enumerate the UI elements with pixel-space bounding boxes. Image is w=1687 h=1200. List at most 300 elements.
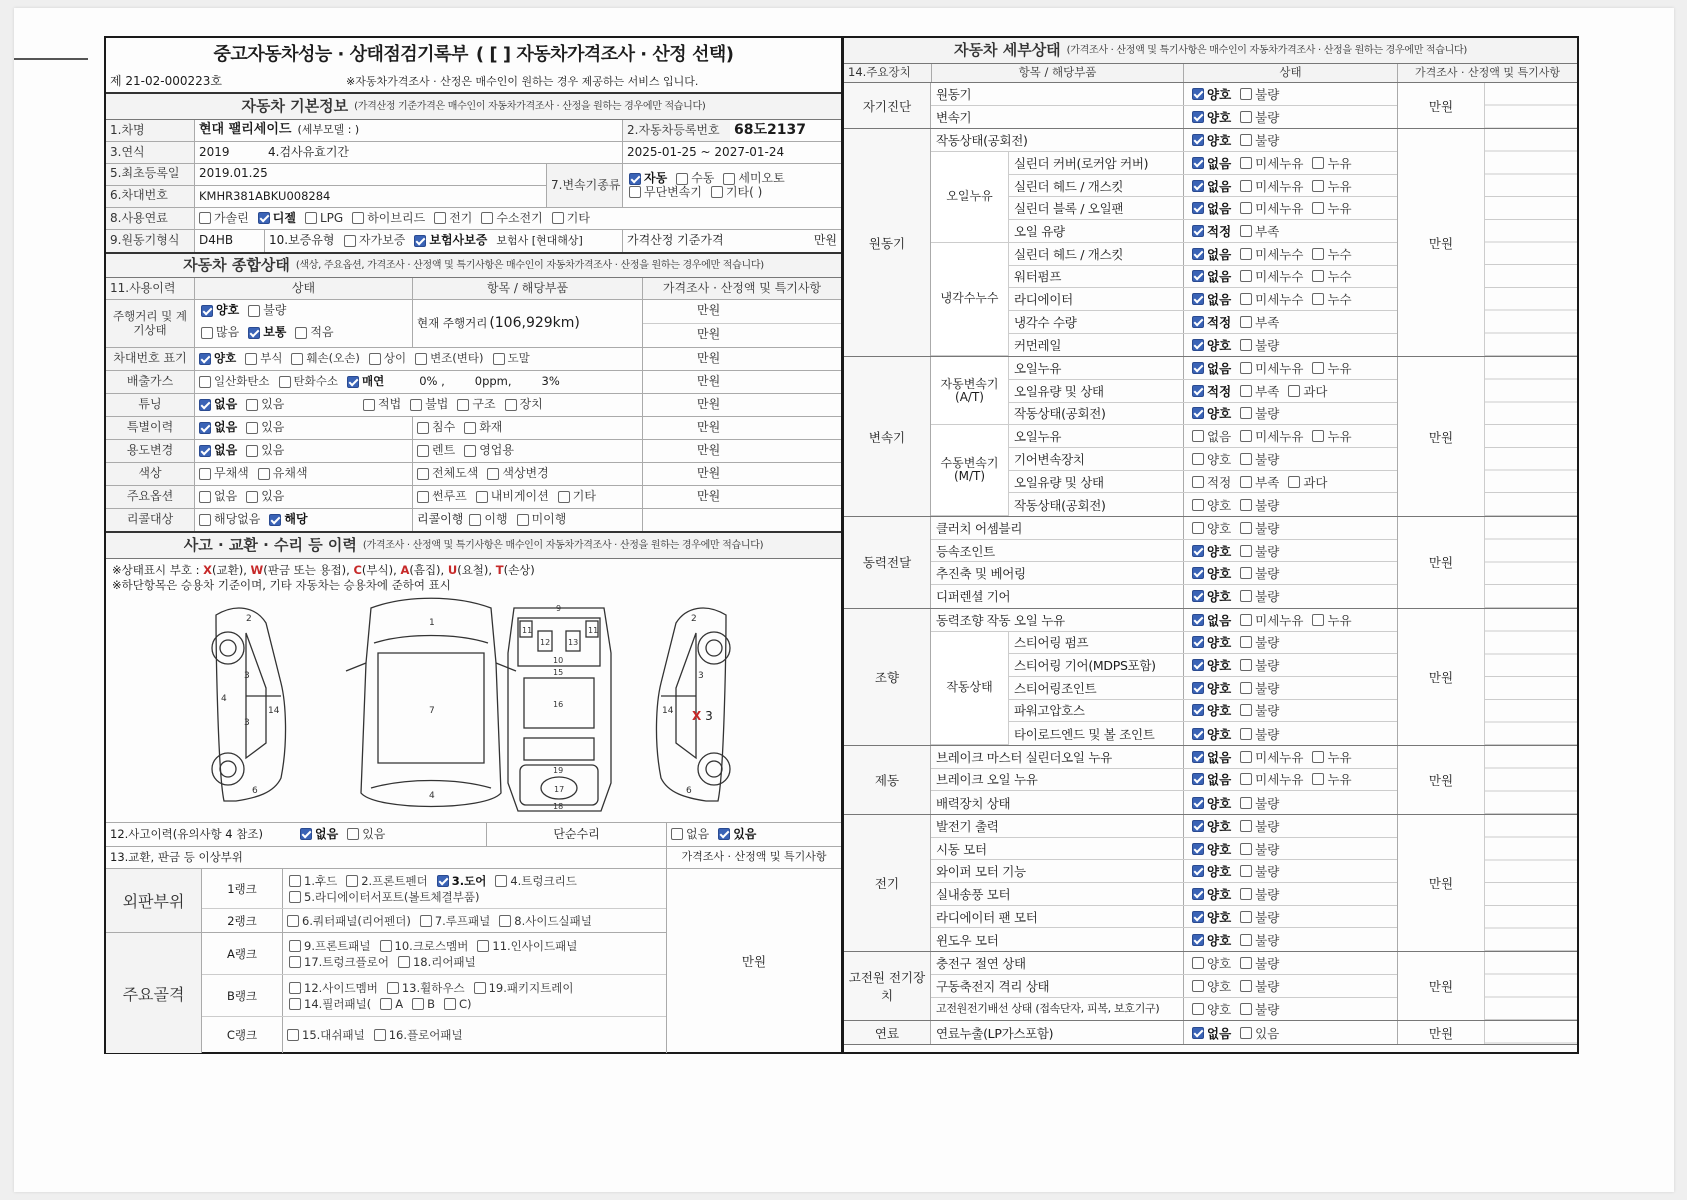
detail-item-label: 라디에이터 팬 모터 — [936, 909, 1038, 925]
detail-state-checkbox[interactable]: 불량 — [1240, 840, 1279, 858]
rankC-floor-panel[interactable]: 16.플로어패널 — [374, 1027, 463, 1043]
detail-price-cell — [1484, 952, 1577, 1020]
svg-text:4: 4 — [221, 694, 227, 704]
detail-row — [931, 562, 1397, 585]
detail-state-checkbox[interactable]: 양호 — [1192, 542, 1231, 560]
detail-state-checkbox[interactable]: 양호 — [1192, 656, 1231, 674]
rank1-label: 1랭크 — [227, 881, 257, 896]
detail-item-label: 스티어링 펌프 — [1014, 635, 1089, 651]
purpose-yes[interactable]: 있음 — [246, 444, 284, 458]
detail-state-checkbox[interactable]: 불량 — [1240, 519, 1279, 537]
color-chromatic[interactable]: 유채색 — [258, 467, 308, 481]
detail-state-checkbox[interactable]: 양호 — [1192, 336, 1231, 354]
detail-group — [844, 517, 1577, 609]
rank1-radiator-support[interactable]: 5.라디에이터서포트(볼트체결부품) — [289, 889, 479, 905]
special-none[interactable]: 없음 — [199, 421, 237, 435]
detail-group-name: 변속기 — [844, 357, 931, 516]
detail-row — [931, 769, 1397, 792]
detail-item-label: 클러치 어셈블리 — [936, 520, 1023, 536]
detail-state-checkbox[interactable]: 불량 — [1240, 862, 1279, 880]
year-row — [106, 142, 841, 164]
detail-state-checkbox[interactable]: 양호 — [1192, 131, 1231, 149]
frame-label: 주요골격 — [106, 933, 201, 1053]
detail-item-label: 오일누유 — [1014, 361, 1062, 377]
rankA-trunk-floor[interactable]: 17.트렁크플로어 — [289, 954, 389, 970]
engine-label: 9.원동기형식 — [106, 230, 194, 252]
detail-item-label: 작동상태(공회전) — [936, 133, 1028, 149]
rankB-package-tray[interactable]: 19.패키지트레이 — [474, 980, 574, 996]
detail-state-checkbox[interactable]: 불량 — [1240, 794, 1279, 812]
svg-text:13: 13 — [568, 638, 579, 647]
detail-colheads — [844, 64, 1577, 83]
color-row — [106, 463, 841, 486]
detail-state-checkbox[interactable]: 없음 — [1192, 1024, 1231, 1042]
recall-applicable[interactable]: 해당 — [269, 513, 307, 527]
basic-header — [106, 94, 841, 120]
emission-val-hc: 0ppm, — [474, 374, 512, 389]
detail-price-unit: 만원 — [1428, 235, 1454, 251]
emission-hc[interactable]: 탄화수소 — [279, 375, 338, 388]
doc-title-bracket: ( [ ] 자동차가격조사 · 산정 선택) — [475, 43, 734, 65]
rank2-side-sill[interactable]: 8.사이드실패널 — [499, 913, 592, 929]
detail-item-label: 추진축 및 베어링 — [936, 566, 1026, 582]
rankA-inside-panel[interactable]: 11.인사이드패널 — [477, 938, 577, 954]
vin-mark-altered[interactable]: 변조(변타) — [415, 352, 483, 365]
vin-mark-diff[interactable]: 상이 — [369, 352, 406, 365]
svg-text:16: 16 — [553, 700, 564, 709]
car-diagram — [106, 593, 841, 823]
rank1-front-fender[interactable]: 2.프론트펜더 — [346, 873, 428, 889]
vin-mark-label: 차대번호 표기 — [106, 348, 194, 370]
fuel-gasoline-checkbox[interactable]: 가솔린 — [199, 212, 249, 226]
tuning-device[interactable]: 장치 — [505, 398, 543, 412]
detail-item-label: 스티어링조인트 — [1014, 680, 1097, 696]
detail-row — [931, 1021, 1397, 1044]
rankB-pillar-a[interactable]: A — [380, 996, 403, 1012]
svg-text:11: 11 — [522, 626, 533, 635]
damage-mark-num: 3 — [705, 709, 713, 723]
mileage-low-checkbox[interactable]: 적음 — [295, 326, 333, 340]
rankB-pillar-c[interactable]: C) — [444, 996, 472, 1012]
detail-state-checkbox[interactable]: 누유 — [1312, 770, 1351, 788]
mileage-normal-checkbox[interactable]: 보통 — [248, 326, 286, 340]
simple-repair-yes[interactable]: 있음 — [718, 828, 756, 842]
col-price: 가격조사 · 산정액 및 특기사항 — [642, 278, 841, 299]
accident-header-title: 사고 · 교환 · 수리 등 이력 — [183, 535, 357, 554]
reg-trans-row — [106, 164, 841, 208]
rankB-pillar-panel[interactable]: 14.필러패널( — [289, 996, 371, 1012]
detail-state-checkbox[interactable]: 양호 — [1192, 862, 1231, 880]
special-fire[interactable]: 화재 — [464, 421, 502, 435]
detail-state-checkbox[interactable]: 양호 — [1192, 564, 1231, 582]
col-item: 항목 / 해당부품 — [412, 278, 642, 299]
detail-state-checkbox[interactable]: 불량 — [1240, 404, 1279, 422]
detail-state-checkbox[interactable]: 적정 — [1192, 222, 1231, 240]
detail-group — [844, 746, 1577, 815]
trans-cvt-checkbox[interactable]: 무단변속기 — [629, 186, 702, 200]
detail-row — [931, 106, 1397, 129]
detail-state-checkbox[interactable]: 과다 — [1288, 473, 1327, 491]
detail-subgroup: 작동상태 — [931, 632, 1009, 746]
option-yes[interactable]: 있음 — [246, 490, 284, 504]
detail-item-label: 기어변속장치 — [1014, 451, 1085, 467]
svg-text:6: 6 — [686, 786, 692, 796]
detail-state-checkbox[interactable]: 미세누수 — [1240, 267, 1303, 285]
detail-state-checkbox[interactable]: 과다 — [1288, 382, 1327, 400]
emission-label: 배출가스 — [106, 371, 194, 393]
detail-col-sys: 14.주요장치 — [848, 65, 911, 80]
detail-state-checkbox[interactable]: 양호 — [1192, 725, 1231, 743]
rank1-hood[interactable]: 1.후드 — [289, 873, 337, 889]
detail-state-checkbox[interactable]: 없음 — [1192, 748, 1231, 766]
simple-repair-none[interactable]: 없음 — [671, 828, 709, 842]
detail-price-unit: 만원 — [1428, 979, 1454, 995]
detail-state-checkbox[interactable]: 양호 — [1192, 633, 1231, 651]
detail-state-checkbox[interactable]: 양호 — [1192, 108, 1231, 126]
detail-group-name: 동력전달 — [844, 517, 931, 608]
recall-na[interactable]: 해당없음 — [199, 513, 260, 527]
detail-state-checkbox[interactable]: 불량 — [1240, 656, 1279, 674]
detail-state-checkbox[interactable]: 부족 — [1240, 473, 1279, 491]
accident-yes[interactable]: 있음 — [347, 828, 385, 842]
fuel-diesel-checkbox[interactable]: 디젤 — [258, 212, 296, 226]
detail-item-label: 등속조인트 — [936, 543, 995, 559]
detail-item-label: 타이로드엔드 및 볼 조인트 — [1014, 726, 1155, 742]
detail-item-label: 실린더 헤드 / 개스킷 — [1014, 246, 1124, 262]
mileage-text: 현재 주행거리 — [417, 315, 488, 330]
detail-state-checkbox[interactable]: 없음 — [1192, 154, 1231, 172]
detail-state-checkbox[interactable]: 미세누유 — [1240, 427, 1303, 445]
detail-state-checkbox[interactable]: 적정 — [1192, 313, 1231, 331]
detail-state-checkbox[interactable]: 양호 — [1192, 1000, 1231, 1018]
detail-state-checkbox[interactable]: 누유 — [1312, 177, 1351, 195]
diagram-area — [106, 559, 841, 823]
detail-state-checkbox[interactable]: 미세누수 — [1240, 245, 1303, 263]
detail-state-checkbox[interactable]: 불량 — [1240, 817, 1279, 835]
damage-mark — [692, 709, 713, 723]
detail-state-checkbox[interactable]: 양호 — [1192, 794, 1231, 812]
detail-state-checkbox[interactable]: 불량 — [1240, 496, 1279, 514]
accident-header — [106, 533, 841, 559]
detail-state-checkbox[interactable]: 미세누유 — [1240, 154, 1303, 172]
detail-item-label: 원동기 — [936, 86, 972, 102]
detail-state-checkbox[interactable]: 불량 — [1240, 1000, 1279, 1018]
detail-state-checkbox[interactable]: 양호 — [1192, 519, 1231, 537]
tuning-label: 튜닝 — [106, 394, 194, 416]
detail-item-label: 충전구 절연 상태 — [936, 955, 1026, 971]
car-underbody-view — [508, 604, 611, 811]
recall-not-done[interactable]: 미이행 — [517, 513, 567, 527]
detail-state-checkbox[interactable]: 적정 — [1192, 382, 1231, 400]
trans-other-checkbox[interactable]: 기타( ) — [711, 186, 762, 200]
legend-prefix: ※상태표시 부호 : — [112, 563, 200, 577]
rankA-rear-panel[interactable]: 18.리어패널 — [398, 954, 476, 970]
detail-state-checkbox[interactable]: 없음 — [1192, 199, 1231, 217]
fuel-lpg-checkbox[interactable]: LPG — [305, 212, 343, 226]
detail-state-checkbox[interactable]: 불량 — [1240, 725, 1279, 743]
special-yes[interactable]: 있음 — [246, 421, 284, 435]
detail-state-checkbox[interactable]: 양호 — [1192, 840, 1231, 858]
detail-state-checkbox[interactable]: 부족 — [1240, 382, 1279, 400]
detail-row — [931, 928, 1397, 951]
detail-state-checkbox[interactable]: 양호 — [1192, 85, 1231, 103]
detail-state-checkbox[interactable]: 양호 — [1192, 587, 1231, 605]
detail-state-checkbox[interactable]: 불량 — [1240, 977, 1279, 995]
overall-header-title: 자동차 종합상태 — [183, 255, 290, 274]
detail-item-label: 냉각수 수량 — [1014, 314, 1077, 330]
car-top-view — [346, 598, 516, 806]
svg-text:17: 17 — [554, 785, 565, 794]
detail-state-checkbox[interactable]: 누유 — [1312, 748, 1351, 766]
option-none[interactable]: 없음 — [199, 490, 237, 504]
tuning-yes[interactable]: 있음 — [246, 398, 284, 412]
warranty-insurer-name: 보험사 [현대해상] — [496, 233, 583, 247]
warranty-self-checkbox[interactable]: 자가보증 — [344, 234, 405, 248]
recall-row — [106, 509, 841, 533]
detail-item-label: 실린더 헤드 / 개스킷 — [1014, 178, 1124, 194]
detail-state-checkbox[interactable]: 미세누유 — [1240, 748, 1303, 766]
detail-header-note: (가격조사 · 산정액 및 특기사항은 매수인이 자동차가격조사 · 산정을 원하는 경우에만 적습니다) — [1066, 44, 1467, 56]
detail-item-label: 작동상태(공회전) — [1014, 497, 1106, 513]
option-navigation[interactable]: 내비게이션 — [476, 490, 549, 504]
mileage-good-checkbox[interactable]: 양호 — [201, 304, 239, 318]
detail-item-label: 와이퍼 모터 기능 — [936, 864, 1026, 880]
detail-item-label: 브레이크 마스터 실린더오일 누유 — [936, 749, 1112, 765]
detail-group — [844, 83, 1577, 129]
detail-state-checkbox[interactable]: 양호 — [1192, 701, 1231, 719]
svg-text:2: 2 — [246, 614, 252, 624]
detail-state-checkbox[interactable]: 누유 — [1312, 427, 1351, 445]
detail-state-checkbox[interactable]: 누수 — [1312, 245, 1351, 263]
color-full-paint[interactable]: 전체도색 — [417, 467, 478, 481]
detail-state-checkbox[interactable]: 양호 — [1192, 977, 1231, 995]
color-change[interactable]: 색상변경 — [487, 467, 548, 481]
detail-state-checkbox[interactable]: 양호 — [1192, 954, 1231, 972]
emission-row — [106, 371, 841, 394]
recall-done[interactable]: 이행 — [469, 513, 507, 527]
svg-text:7: 7 — [429, 706, 435, 716]
warranty-insurer-checkbox[interactable]: 보험사보증 — [414, 234, 487, 248]
detail-state-checkbox[interactable]: 없음 — [1192, 267, 1231, 285]
accident-none[interactable]: 없음 — [300, 828, 338, 842]
svg-text:14: 14 — [268, 706, 280, 716]
purpose-rent[interactable]: 렌트 — [417, 444, 455, 458]
detail-state-checkbox[interactable]: 없음 — [1192, 245, 1231, 263]
detail-state-checkbox[interactable]: 양호 — [1192, 817, 1231, 835]
vin-mark-good[interactable]: 양호 — [199, 352, 236, 365]
doc-number: 제 21-02-000223호 — [110, 74, 223, 89]
trans-semiauto-checkbox[interactable]: 세미오토 — [723, 172, 784, 186]
option-sunroof[interactable]: 썬루프 — [417, 490, 467, 504]
fuel-hydrogen-checkbox[interactable]: 수소전기 — [481, 212, 542, 226]
detail-state-checkbox[interactable]: 누유 — [1312, 359, 1351, 377]
detail-item-label: 동력조향 작동 오일 누유 — [936, 612, 1065, 628]
detail-state-checkbox[interactable]: 없음 — [1192, 359, 1231, 377]
detail-state-checkbox[interactable]: 누유 — [1312, 199, 1351, 217]
rankB-wheel-house[interactable]: 13.휠하우스 — [387, 980, 465, 996]
price-base-label: 가격산정 기준가격 — [622, 230, 772, 252]
detail-price-unit: 만원 — [1428, 772, 1454, 788]
detail-state-checkbox[interactable]: 양호 — [1192, 404, 1231, 422]
detail-item-label: 파워고압호스 — [1014, 703, 1085, 719]
rankA-front-panel[interactable]: 9.프론트패널 — [289, 938, 371, 954]
detail-state-checkbox[interactable]: 불량 — [1240, 679, 1279, 697]
rankA-cross-member[interactable]: 10.크로스멤버 — [380, 938, 469, 954]
detail-group — [844, 1021, 1577, 1045]
color-label: 색상 — [106, 463, 194, 485]
color-achromatic[interactable]: 무채색 — [199, 467, 249, 481]
detail-state-checkbox[interactable]: 누수 — [1312, 290, 1351, 308]
detail-state-checkbox[interactable]: 적정 — [1192, 473, 1231, 491]
detail-price-unit: 만원 — [1428, 1025, 1454, 1041]
detail-state-checkbox[interactable]: 불량 — [1240, 885, 1279, 903]
detail-col-price: 가격조사 · 산정액 및 특기사항 — [1397, 64, 1577, 82]
tuning-illegal[interactable]: 불법 — [410, 398, 448, 412]
mileage-bad-checkbox[interactable]: 불량 — [248, 304, 286, 318]
detail-state-checkbox[interactable]: 양호 — [1192, 450, 1231, 468]
detail-price-unit: 만원 — [1428, 876, 1454, 892]
fuel-label: 8.사용연료 — [106, 208, 194, 229]
purpose-business[interactable]: 영업용 — [464, 444, 514, 458]
emission-smoke[interactable]: 매연 — [347, 375, 384, 388]
trans-manual-checkbox[interactable]: 수동 — [676, 172, 714, 186]
emission-co[interactable]: 일산화탄소 — [199, 375, 270, 388]
option-other[interactable]: 기타 — [558, 490, 596, 504]
detail-body — [844, 83, 1577, 1045]
tuning-none[interactable]: 없음 — [199, 398, 237, 412]
detail-state-checkbox[interactable]: 없음 — [1192, 611, 1231, 629]
overall-header-note: (색상, 주요옵션, 가격조사 · 산정액 및 특기사항은 매수인이 자동차가격조사 · 산정을 원하는 경우에만 적습니다) — [295, 259, 764, 271]
detail-state-checkbox[interactable]: 없음 — [1192, 177, 1231, 195]
fuel-electric-checkbox[interactable]: 전기 — [434, 212, 472, 226]
detail-item-label: 작동상태(공회전) — [1014, 406, 1106, 422]
rankC-dash-panel[interactable]: 15.대쉬패널 — [287, 1027, 365, 1043]
engine-row — [106, 230, 841, 254]
special-row — [106, 417, 841, 440]
detail-state-checkbox[interactable]: 누유 — [1312, 154, 1351, 172]
detail-state-checkbox[interactable]: 불량 — [1240, 587, 1279, 605]
detail-state-checkbox[interactable]: 양호 — [1192, 679, 1231, 697]
detail-item-label: 시동 모터 — [936, 841, 987, 857]
detail-item-label: 스티어링 기어(MDPS포함) — [1014, 658, 1156, 674]
detail-state-checkbox[interactable]: 불량 — [1240, 701, 1279, 719]
detail-state-checkbox[interactable]: 불량 — [1240, 336, 1279, 354]
detail-state-checkbox[interactable]: 양호 — [1192, 496, 1231, 514]
fuel-hybrid-checkbox[interactable]: 하이브리드 — [352, 212, 425, 226]
detail-state-checkbox[interactable]: 불량 — [1240, 108, 1279, 126]
detail-state-checkbox[interactable]: 불량 — [1240, 450, 1279, 468]
detail-state-checkbox[interactable]: 없음 — [1192, 770, 1231, 788]
detail-group-name: 자기진단 — [844, 83, 931, 128]
special-flood[interactable]: 침수 — [417, 421, 455, 435]
detail-state-checkbox[interactable]: 양호 — [1192, 885, 1231, 903]
detail-item-label: 디퍼렌셜 기어 — [936, 589, 1011, 605]
detail-subgroup: 오일누유 — [931, 152, 1009, 243]
svg-text:10: 10 — [553, 656, 564, 665]
detail-group — [844, 129, 1577, 357]
vin-mark-damage[interactable]: 훼손(오손) — [291, 352, 359, 365]
detail-state-checkbox[interactable]: 불량 — [1240, 131, 1279, 149]
fuel-row — [106, 208, 841, 230]
detail-state-checkbox[interactable]: 미세누유 — [1240, 199, 1303, 217]
svg-text:14: 14 — [662, 706, 674, 716]
detail-state-checkbox[interactable]: 미세누수 — [1240, 290, 1303, 308]
detail-row — [931, 883, 1397, 906]
vin-mark-rust[interactable]: 부식 — [245, 352, 282, 365]
detail-price-cell — [1484, 83, 1577, 128]
car-name-label: 1.차명 — [106, 120, 194, 141]
detail-item-label: 실린더 블록 / 오일팬 — [1014, 201, 1124, 217]
rankC-label: C랭크 — [226, 1028, 258, 1042]
reg-no-label: 2.자동차등록번호 — [622, 120, 730, 141]
detail-item-label: 발전기 출력 — [936, 818, 999, 834]
detail-state-checkbox[interactable]: 불량 — [1240, 542, 1279, 560]
price-base-unit: 만원 — [813, 233, 837, 248]
detail-state-checkbox[interactable]: 불량 — [1240, 954, 1279, 972]
detail-state-checkbox[interactable]: 불량 — [1240, 908, 1279, 926]
rank1-trunk-lid[interactable]: 4.트렁크리드 — [495, 873, 577, 889]
fuel-other-checkbox[interactable]: 기타 — [552, 212, 590, 226]
detail-row — [931, 860, 1397, 883]
rankB-side-member[interactable]: 12.사이드멤버 — [289, 980, 378, 996]
detail-item-label: 실린더 커버(로커암 커버) — [1014, 155, 1149, 171]
detail-state-checkbox[interactable]: 양호 — [1192, 931, 1231, 949]
trans-auto-checkbox[interactable]: 자동 — [629, 172, 667, 186]
detail-state-checkbox[interactable]: 누유 — [1312, 611, 1351, 629]
detail-state-checkbox[interactable]: 누수 — [1312, 267, 1351, 285]
detail-item-label: 윈도우 모터 — [936, 932, 999, 948]
svg-text:18: 18 — [553, 802, 564, 811]
exchange-price-unit: 만원 — [666, 869, 841, 1053]
mileage-high-checkbox[interactable]: 많음 — [201, 326, 239, 340]
detail-state-checkbox[interactable]: 부족 — [1240, 222, 1279, 240]
detail-state-checkbox[interactable]: 있음 — [1240, 1024, 1279, 1042]
detail-state-checkbox[interactable]: 미세누유 — [1240, 359, 1303, 377]
svg-text:19: 19 — [553, 766, 564, 775]
detail-state-checkbox[interactable]: 미세누유 — [1240, 770, 1303, 788]
detail-state-checkbox[interactable]: 불량 — [1240, 931, 1279, 949]
first-reg-value: 2019.01.25 — [194, 164, 272, 185]
car-name-row — [106, 120, 841, 142]
detail-group-name: 원동기 — [844, 129, 931, 356]
simple-repair-label: 단순수리 — [486, 823, 666, 846]
detail-state-checkbox[interactable]: 없음 — [1192, 427, 1231, 445]
basic-header-note: (가격산정 기준가격은 매수인이 자동차가격조사 · 산정을 원하는 경우에만 적습니다) — [354, 100, 706, 112]
detail-state-checkbox[interactable]: 불량 — [1240, 633, 1279, 651]
purpose-none[interactable]: 없음 — [199, 444, 237, 458]
detail-state-checkbox[interactable]: 불량 — [1240, 85, 1279, 103]
car-name: 현대 팰리세이드 — [199, 122, 292, 138]
detail-state-checkbox[interactable]: 없음 — [1192, 290, 1231, 308]
detail-row — [931, 83, 1397, 106]
detail-state-checkbox[interactable]: 미세누유 — [1240, 611, 1303, 629]
detail-state-checkbox[interactable]: 미세누유 — [1240, 177, 1303, 195]
rank1-door[interactable]: 3.도어 — [437, 873, 487, 889]
rank2-roof-panel[interactable]: 7.루프패널 — [420, 913, 490, 929]
detail-state-checkbox[interactable]: 부족 — [1240, 313, 1279, 331]
vin-mark-smeared[interactable]: 도말 — [493, 352, 530, 365]
tuning-legal[interactable]: 적법 — [363, 398, 401, 412]
detail-state-checkbox[interactable]: 양호 — [1192, 908, 1231, 926]
rank2-quarter-panel[interactable]: 6.쿼터패널(리어펜더) — [287, 913, 411, 929]
rankB-pillar-b[interactable]: B — [412, 996, 435, 1012]
option-unit: 만원 — [642, 486, 841, 508]
svg-text:1: 1 — [429, 618, 435, 628]
svg-text:12: 12 — [540, 638, 551, 647]
tuning-structure[interactable]: 구조 — [457, 398, 495, 412]
svg-text:9: 9 — [556, 604, 562, 613]
detail-state-checkbox[interactable]: 불량 — [1240, 564, 1279, 582]
